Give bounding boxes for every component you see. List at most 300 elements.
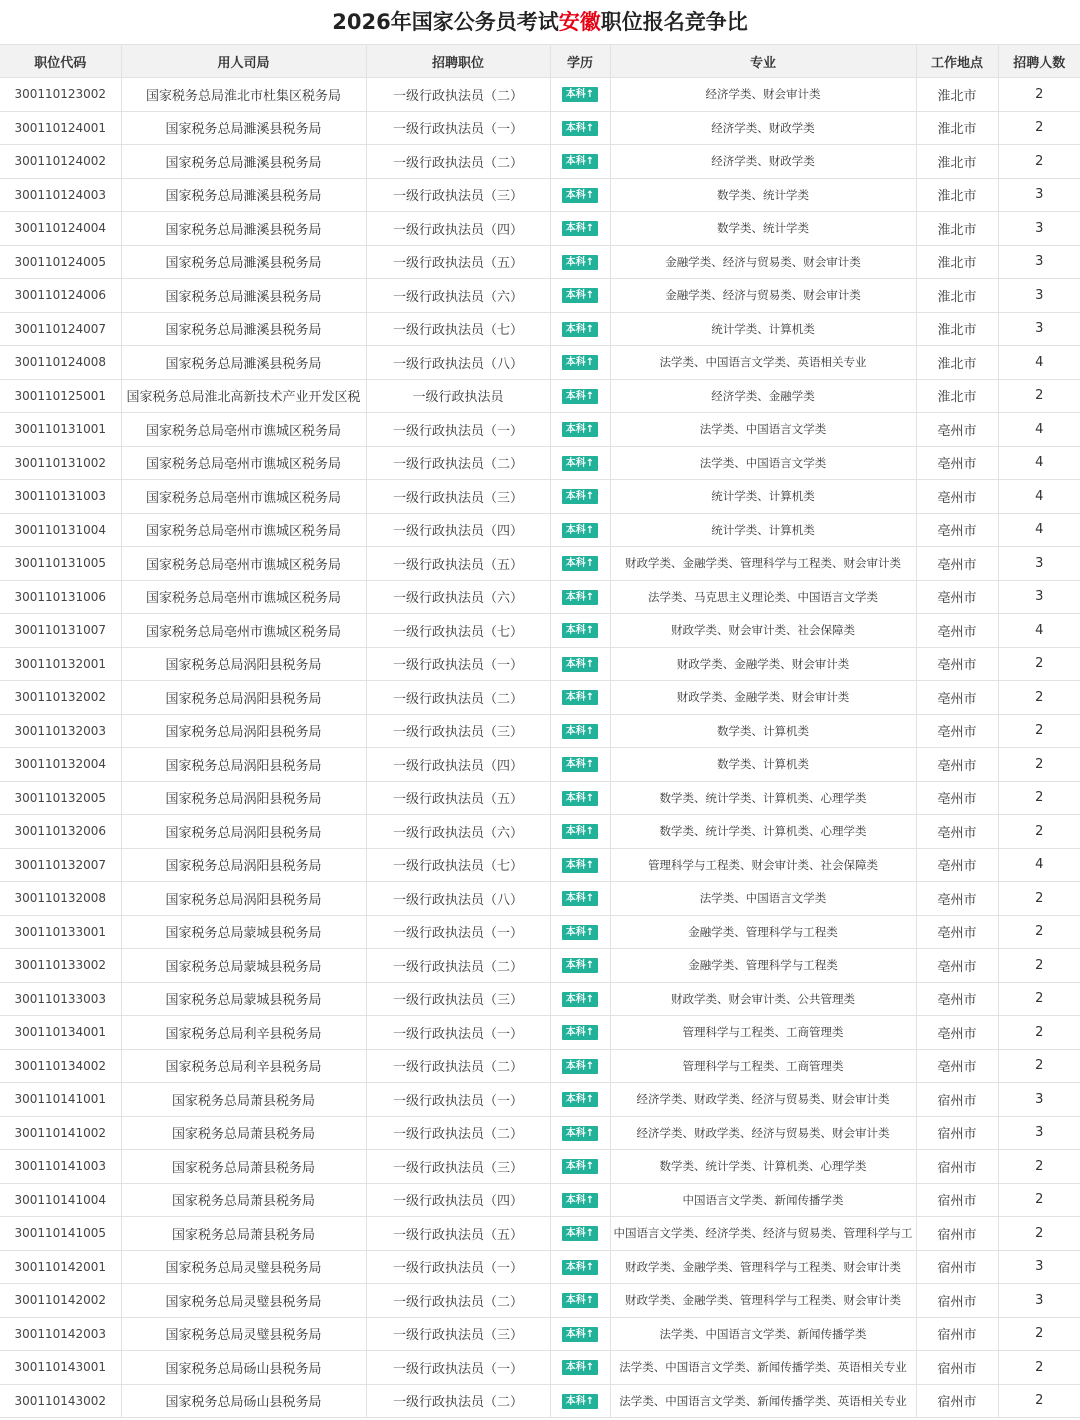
- cell-job-title: 一级行政执法员（五）: [366, 547, 550, 581]
- cell-headcount: 4: [998, 346, 1080, 380]
- cell-location: 淮北市: [916, 78, 998, 112]
- cell-education: [550, 212, 610, 246]
- cell-major: 金融学类、管理科学与工程类: [610, 915, 916, 949]
- cell-job-title: 一级行政执法员（三）: [366, 982, 550, 1016]
- cell-location: 亳州市: [916, 446, 998, 480]
- cell-location: 亳州市: [916, 714, 998, 748]
- table-row: [0, 1049, 1080, 1083]
- cell-job-title: 一级行政执法员（一）: [366, 1083, 550, 1117]
- cell-headcount: 3: [998, 1116, 1080, 1150]
- table-row: [0, 848, 1080, 882]
- cell-location: 淮北市: [916, 111, 998, 145]
- cell-location: 淮北市: [916, 279, 998, 313]
- cell-education: [550, 1183, 610, 1217]
- cell-job-title: 一级行政执法员（二）: [366, 1049, 550, 1083]
- cell-headcount: 2: [998, 1351, 1080, 1385]
- cell-position-code: 300110131003: [0, 480, 121, 514]
- cell-bureau: 国家税务总局濉溪县税务局: [121, 178, 366, 212]
- cell-job-title: 一级行政执法员（六）: [366, 580, 550, 614]
- cell-job-title: 一级行政执法员（八）: [366, 346, 550, 380]
- cell-education: [550, 446, 610, 480]
- education-badge: 本科↑: [562, 255, 598, 270]
- table-row: [0, 781, 1080, 815]
- cell-job-title: 一级行政执法员（二）: [366, 949, 550, 983]
- cell-major: 法学类、中国语言文学类、新闻传播学类、英语相关专业: [610, 1351, 916, 1385]
- cell-position-code: 300110123002: [0, 78, 121, 112]
- cell-position-code: 300110124003: [0, 178, 121, 212]
- cell-position-code: 300110143002: [0, 1384, 121, 1418]
- cell-job-title: 一级行政执法员（七）: [366, 312, 550, 346]
- cell-education: [550, 245, 610, 279]
- cell-position-code: 300110124002: [0, 145, 121, 179]
- education-badge: 本科↑: [562, 188, 598, 203]
- education-badge: 本科↑: [562, 1226, 598, 1241]
- cell-job-title: 一级行政执法员（三）: [366, 480, 550, 514]
- cell-education: [550, 513, 610, 547]
- education-badge: 本科↑: [562, 1360, 598, 1375]
- education-badge: 本科↑: [562, 1059, 598, 1074]
- title-prefix: 2026年国家公务员考试: [332, 10, 559, 34]
- table-row: [0, 748, 1080, 782]
- cell-position-code: 300110124007: [0, 312, 121, 346]
- cell-education: [550, 949, 610, 983]
- cell-job-title: 一级行政执法员（五）: [366, 245, 550, 279]
- table-row: [0, 413, 1080, 447]
- cell-major: 统计学类、计算机类: [610, 312, 916, 346]
- education-badge: 本科↑: [562, 121, 598, 136]
- cell-headcount: 3: [998, 212, 1080, 246]
- cell-major: 法学类、中国语言文学类: [610, 882, 916, 916]
- education-badge: 本科↑: [562, 1260, 598, 1275]
- cell-bureau: 国家税务总局灵璧县税务局: [121, 1284, 366, 1318]
- education-badge: 本科↑: [562, 154, 598, 169]
- cell-bureau: 国家税务总局淮北高新技术产业开发区税: [121, 379, 366, 413]
- cell-major: 经济学类、财政学类、经济与贸易类、财会审计类: [610, 1083, 916, 1117]
- cell-job-title: 一级行政执法员（二）: [366, 446, 550, 480]
- cell-location: 亳州市: [916, 647, 998, 681]
- cell-major: 财政学类、金融学类、管理科学与工程类、财会审计类: [610, 547, 916, 581]
- title-suffix: 职位报名竞争比: [600, 10, 748, 34]
- cell-location: 淮北市: [916, 346, 998, 380]
- cell-job-title: 一级行政执法员（一）: [366, 1351, 550, 1385]
- cell-position-code: 300110124008: [0, 346, 121, 380]
- cell-position-code: 300110132005: [0, 781, 121, 815]
- cell-major: 法学类、中国语言文学类: [610, 413, 916, 447]
- cell-headcount: 3: [998, 312, 1080, 346]
- table-row: [0, 78, 1080, 112]
- cell-position-code: 300110124004: [0, 212, 121, 246]
- cell-education: [550, 647, 610, 681]
- cell-bureau: 国家税务总局亳州市谯城区税务局: [121, 413, 366, 447]
- cell-major: 管理科学与工程类、财会审计类、社会保障类: [610, 848, 916, 882]
- cell-bureau: 国家税务总局灵璧县税务局: [121, 1317, 366, 1351]
- cell-bureau: 国家税务总局涡阳县税务局: [121, 748, 366, 782]
- cell-major: 统计学类、计算机类: [610, 480, 916, 514]
- cell-bureau: 国家税务总局濉溪县税务局: [121, 279, 366, 313]
- cell-job-title: 一级行政执法员（四）: [366, 748, 550, 782]
- cell-education: [550, 379, 610, 413]
- cell-position-code: 300110132007: [0, 848, 121, 882]
- cell-position-code: 300110131004: [0, 513, 121, 547]
- cell-major: 财政学类、金融学类、管理科学与工程类、财会审计类: [610, 1284, 916, 1318]
- table-row: [0, 949, 1080, 983]
- cell-location: 宿州市: [916, 1150, 998, 1184]
- education-badge: 本科↑: [562, 891, 598, 906]
- cell-location: 亳州市: [916, 1049, 998, 1083]
- cell-job-title: 一级行政执法员（一）: [366, 915, 550, 949]
- column-header-bureau: 用人司局: [121, 45, 366, 78]
- cell-education: [550, 848, 610, 882]
- cell-bureau: 国家税务总局利辛县税务局: [121, 1049, 366, 1083]
- cell-position-code: 300110142002: [0, 1284, 121, 1318]
- education-badge: 本科↑: [562, 355, 598, 370]
- cell-bureau: 国家税务总局利辛县税务局: [121, 1016, 366, 1050]
- cell-education: [550, 547, 610, 581]
- cell-headcount: 4: [998, 848, 1080, 882]
- cell-education: [550, 346, 610, 380]
- table-row: [0, 1016, 1080, 1050]
- table-row: [0, 111, 1080, 145]
- cell-job-title: 一级行政执法员（一）: [366, 647, 550, 681]
- cell-position-code: 300110124001: [0, 111, 121, 145]
- cell-education: [550, 279, 610, 313]
- cell-headcount: 2: [998, 78, 1080, 112]
- cell-location: 亳州市: [916, 580, 998, 614]
- cell-job-title: 一级行政执法员（二）: [366, 681, 550, 715]
- cell-location: 亳州市: [916, 614, 998, 648]
- cell-location: 亳州市: [916, 815, 998, 849]
- cell-location: 亳州市: [916, 480, 998, 514]
- table-row: [0, 312, 1080, 346]
- cell-position-code: 300110141001: [0, 1083, 121, 1117]
- cell-bureau: 国家税务总局萧县税务局: [121, 1150, 366, 1184]
- cell-major: 金融学类、管理科学与工程类: [610, 949, 916, 983]
- cell-job-title: 一级行政执法员（二）: [366, 78, 550, 112]
- education-badge: 本科↑: [562, 858, 598, 873]
- cell-location: 亳州市: [916, 413, 998, 447]
- cell-major: 数学类、统计学类: [610, 178, 916, 212]
- cell-position-code: 300110134001: [0, 1016, 121, 1050]
- education-badge: 本科↑: [562, 523, 598, 538]
- education-badge: 本科↑: [562, 1394, 598, 1409]
- cell-major: 财政学类、金融学类、管理科学与工程类、财会审计类: [610, 1250, 916, 1284]
- cell-location: 亳州市: [916, 781, 998, 815]
- cell-location: 亳州市: [916, 848, 998, 882]
- cell-position-code: 300110131005: [0, 547, 121, 581]
- cell-major: 财政学类、金融学类、财会审计类: [610, 681, 916, 715]
- cell-education: [550, 748, 610, 782]
- cell-major: 经济学类、财政学类、经济与贸易类、财会审计类: [610, 1116, 916, 1150]
- cell-position-code: 300110132002: [0, 681, 121, 715]
- cell-job-title: 一级行政执法员（五）: [366, 781, 550, 815]
- cell-position-code: 300110131006: [0, 580, 121, 614]
- cell-major: 数学类、统计学类、计算机类、心理学类: [610, 815, 916, 849]
- cell-bureau: 国家税务总局蒙城县税务局: [121, 982, 366, 1016]
- table-row: [0, 178, 1080, 212]
- cell-bureau: 国家税务总局萧县税务局: [121, 1083, 366, 1117]
- cell-position-code: 300110142003: [0, 1317, 121, 1351]
- cell-job-title: 一级行政执法员（一）: [366, 111, 550, 145]
- cell-bureau: 国家税务总局亳州市谯城区税务局: [121, 480, 366, 514]
- cell-position-code: 300110134002: [0, 1049, 121, 1083]
- cell-bureau: 国家税务总局亳州市谯城区税务局: [121, 446, 366, 480]
- education-badge: 本科↑: [562, 1092, 598, 1107]
- cell-major: 法学类、中国语言文学类、新闻传播学类: [610, 1317, 916, 1351]
- education-badge: 本科↑: [562, 456, 598, 471]
- cell-location: 淮北市: [916, 178, 998, 212]
- cell-location: 宿州市: [916, 1384, 998, 1418]
- column-header-count: 招聘人数: [998, 45, 1080, 78]
- education-badge: 本科↑: [562, 657, 598, 672]
- cell-headcount: 2: [998, 647, 1080, 681]
- cell-bureau: 国家税务总局萧县税务局: [121, 1183, 366, 1217]
- cell-headcount: 3: [998, 1083, 1080, 1117]
- cell-location: 亳州市: [916, 681, 998, 715]
- cell-job-title: 一级行政执法员（四）: [366, 212, 550, 246]
- cell-education: [550, 781, 610, 815]
- cell-job-title: 一级行政执法员（四）: [366, 513, 550, 547]
- cell-bureau: 国家税务总局濉溪县税务局: [121, 212, 366, 246]
- cell-headcount: 4: [998, 614, 1080, 648]
- table-row: [0, 915, 1080, 949]
- cell-major: 数学类、计算机类: [610, 714, 916, 748]
- cell-headcount: 4: [998, 513, 1080, 547]
- education-badge: 本科↑: [562, 1159, 598, 1174]
- cell-major: 经济学类、财会审计类: [610, 78, 916, 112]
- cell-education: [550, 145, 610, 179]
- education-badge: 本科↑: [562, 724, 598, 739]
- cell-bureau: 国家税务总局濉溪县税务局: [121, 111, 366, 145]
- cell-education: [550, 1016, 610, 1050]
- cell-major: 数学类、计算机类: [610, 748, 916, 782]
- table-row: [0, 547, 1080, 581]
- cell-position-code: 300110141002: [0, 1116, 121, 1150]
- cell-location: 亳州市: [916, 915, 998, 949]
- cell-headcount: 2: [998, 379, 1080, 413]
- table-row: [0, 346, 1080, 380]
- cell-education: [550, 681, 610, 715]
- cell-major: 数学类、统计学类、计算机类、心理学类: [610, 781, 916, 815]
- cell-bureau: 国家税务总局涡阳县税务局: [121, 848, 366, 882]
- education-badge: 本科↑: [562, 623, 598, 638]
- cell-job-title: 一级行政执法员（六）: [366, 815, 550, 849]
- cell-position-code: 300110142001: [0, 1250, 121, 1284]
- cell-headcount: 3: [998, 1284, 1080, 1318]
- cell-location: 淮北市: [916, 245, 998, 279]
- cell-position-code: 300110132008: [0, 882, 121, 916]
- table-row: [0, 1317, 1080, 1351]
- cell-headcount: 2: [998, 1317, 1080, 1351]
- table-row: [0, 279, 1080, 313]
- cell-education: [550, 1083, 610, 1117]
- table-body: [0, 78, 1080, 1418]
- education-badge: 本科↑: [562, 322, 598, 337]
- table-row: [0, 1384, 1080, 1418]
- table-row: [0, 1284, 1080, 1318]
- cell-location: 亳州市: [916, 982, 998, 1016]
- cell-job-title: 一级行政执法员（四）: [366, 1183, 550, 1217]
- table-row: [0, 480, 1080, 514]
- education-badge: 本科↑: [562, 489, 598, 504]
- cell-headcount: 2: [998, 949, 1080, 983]
- cell-job-title: 一级行政执法员（七）: [366, 614, 550, 648]
- cell-job-title: 一级行政执法员（一）: [366, 1016, 550, 1050]
- cell-job-title: 一级行政执法员（一）: [366, 1250, 550, 1284]
- column-header-major: 专业: [610, 45, 916, 78]
- table-row: [0, 1150, 1080, 1184]
- table-header: [0, 45, 1080, 78]
- cell-headcount: 2: [998, 1384, 1080, 1418]
- cell-headcount: 2: [998, 748, 1080, 782]
- cell-major: 经济学类、财政学类: [610, 145, 916, 179]
- cell-job-title: 一级行政执法员（七）: [366, 848, 550, 882]
- cell-position-code: 300110125001: [0, 379, 121, 413]
- cell-headcount: 2: [998, 111, 1080, 145]
- cell-location: 宿州市: [916, 1116, 998, 1150]
- table-row: [0, 882, 1080, 916]
- table-row: [0, 245, 1080, 279]
- table-row: [0, 1083, 1080, 1117]
- education-badge: 本科↑: [562, 1126, 598, 1141]
- cell-position-code: 300110131001: [0, 413, 121, 447]
- table-row: [0, 212, 1080, 246]
- cell-location: 亳州市: [916, 513, 998, 547]
- cell-location: 亳州市: [916, 949, 998, 983]
- cell-major: 管理科学与工程类、工商管理类: [610, 1049, 916, 1083]
- cell-headcount: 3: [998, 547, 1080, 581]
- cell-headcount: 3: [998, 245, 1080, 279]
- education-badge: 本科↑: [562, 556, 598, 571]
- cell-location: 宿州市: [916, 1083, 998, 1117]
- cell-headcount: 2: [998, 1217, 1080, 1251]
- cell-major: 经济学类、财政学类: [610, 111, 916, 145]
- cell-location: 宿州市: [916, 1217, 998, 1251]
- cell-bureau: 国家税务总局涡阳县税务局: [121, 714, 366, 748]
- cell-location: 淮北市: [916, 145, 998, 179]
- cell-major: 法学类、中国语言文学类、新闻传播学类、英语相关专业: [610, 1384, 916, 1418]
- cell-job-title: 一级行政执法员（五）: [366, 1217, 550, 1251]
- cell-major: 管理科学与工程类、工商管理类: [610, 1016, 916, 1050]
- cell-major: 统计学类、计算机类: [610, 513, 916, 547]
- cell-position-code: 300110141003: [0, 1150, 121, 1184]
- cell-location: 淮北市: [916, 312, 998, 346]
- cell-education: [550, 312, 610, 346]
- cell-education: [550, 1116, 610, 1150]
- cell-bureau: 国家税务总局涡阳县税务局: [121, 815, 366, 849]
- cell-bureau: 国家税务总局亳州市谯城区税务局: [121, 580, 366, 614]
- education-badge: 本科↑: [562, 1025, 598, 1040]
- cell-headcount: 2: [998, 1150, 1080, 1184]
- education-badge: 本科↑: [562, 958, 598, 973]
- cell-bureau: 国家税务总局淮北市杜集区税务局: [121, 78, 366, 112]
- cell-education: [550, 111, 610, 145]
- cell-education: [550, 714, 610, 748]
- table-row: [0, 145, 1080, 179]
- education-badge: 本科↑: [562, 925, 598, 940]
- cell-location: 亳州市: [916, 748, 998, 782]
- cell-bureau: 国家税务总局亳州市谯城区税务局: [121, 513, 366, 547]
- cell-headcount: 2: [998, 815, 1080, 849]
- cell-education: [550, 178, 610, 212]
- cell-major: 财政学类、金融学类、财会审计类: [610, 647, 916, 681]
- table-row: [0, 580, 1080, 614]
- cell-education: [550, 614, 610, 648]
- cell-major: 财政学类、财会审计类、公共管理类: [610, 982, 916, 1016]
- cell-position-code: 300110131002: [0, 446, 121, 480]
- cell-education: [550, 1217, 610, 1251]
- cell-headcount: 2: [998, 1049, 1080, 1083]
- cell-bureau: 国家税务总局亳州市谯城区税务局: [121, 547, 366, 581]
- table-row: [0, 647, 1080, 681]
- cell-bureau: 国家税务总局砀山县税务局: [121, 1384, 366, 1418]
- cell-position-code: 300110133003: [0, 982, 121, 1016]
- cell-headcount: 2: [998, 714, 1080, 748]
- cell-position-code: 300110133002: [0, 949, 121, 983]
- cell-job-title: 一级行政执法员（二）: [366, 145, 550, 179]
- cell-headcount: 3: [998, 580, 1080, 614]
- cell-bureau: 国家税务总局灵璧县税务局: [121, 1250, 366, 1284]
- education-badge: 本科↑: [562, 422, 598, 437]
- positions-table: [0, 45, 1080, 1418]
- cell-education: [550, 882, 610, 916]
- cell-major: 金融学类、经济与贸易类、财会审计类: [610, 245, 916, 279]
- cell-education: [550, 1317, 610, 1351]
- cell-position-code: 300110132001: [0, 647, 121, 681]
- cell-job-title: 一级行政执法员（二）: [366, 1384, 550, 1418]
- cell-education: [550, 982, 610, 1016]
- column-header-code: 职位代码: [0, 45, 121, 78]
- title-highlight: 安徽: [558, 10, 601, 34]
- education-badge: 本科↑: [562, 757, 598, 772]
- column-header-location: 工作地点: [916, 45, 998, 78]
- cell-job-title: 一级行政执法员（三）: [366, 1150, 550, 1184]
- cell-job-title: 一级行政执法员（二）: [366, 1284, 550, 1318]
- cell-location: 亳州市: [916, 882, 998, 916]
- table-row: [0, 446, 1080, 480]
- education-badge: 本科↑: [562, 992, 598, 1007]
- cell-education: [550, 413, 610, 447]
- cell-headcount: 2: [998, 145, 1080, 179]
- table-row: [0, 1116, 1080, 1150]
- cell-major: 法学类、马克思主义理论类、中国语言文学类: [610, 580, 916, 614]
- cell-bureau: 国家税务总局萧县税务局: [121, 1116, 366, 1150]
- cell-position-code: 300110143001: [0, 1351, 121, 1385]
- table-row: [0, 1183, 1080, 1217]
- cell-position-code: 300110131007: [0, 614, 121, 648]
- table-row: [0, 714, 1080, 748]
- column-header-position: 招聘职位: [366, 45, 550, 78]
- cell-headcount: 4: [998, 480, 1080, 514]
- cell-education: [550, 815, 610, 849]
- cell-bureau: 国家税务总局涡阳县税务局: [121, 681, 366, 715]
- cell-job-title: 一级行政执法员（八）: [366, 882, 550, 916]
- cell-location: 亳州市: [916, 1016, 998, 1050]
- cell-headcount: 3: [998, 279, 1080, 313]
- cell-major: 中国语言文学类、新闻传播学类: [610, 1183, 916, 1217]
- cell-headcount: 3: [998, 178, 1080, 212]
- cell-major: 数学类、统计学类、计算机类、心理学类: [610, 1150, 916, 1184]
- cell-headcount: 2: [998, 1016, 1080, 1050]
- table-row: [0, 513, 1080, 547]
- cell-major: 中国语言文学类、经济学类、经济与贸易类、管理科学与工: [610, 1217, 916, 1251]
- cell-bureau: 国家税务总局涡阳县税务局: [121, 882, 366, 916]
- cell-location: 宿州市: [916, 1351, 998, 1385]
- cell-position-code: 300110124005: [0, 245, 121, 279]
- education-badge: 本科↑: [562, 791, 598, 806]
- cell-job-title: 一级行政执法员（三）: [366, 714, 550, 748]
- cell-bureau: 国家税务总局蒙城县税务局: [121, 915, 366, 949]
- cell-headcount: 2: [998, 1183, 1080, 1217]
